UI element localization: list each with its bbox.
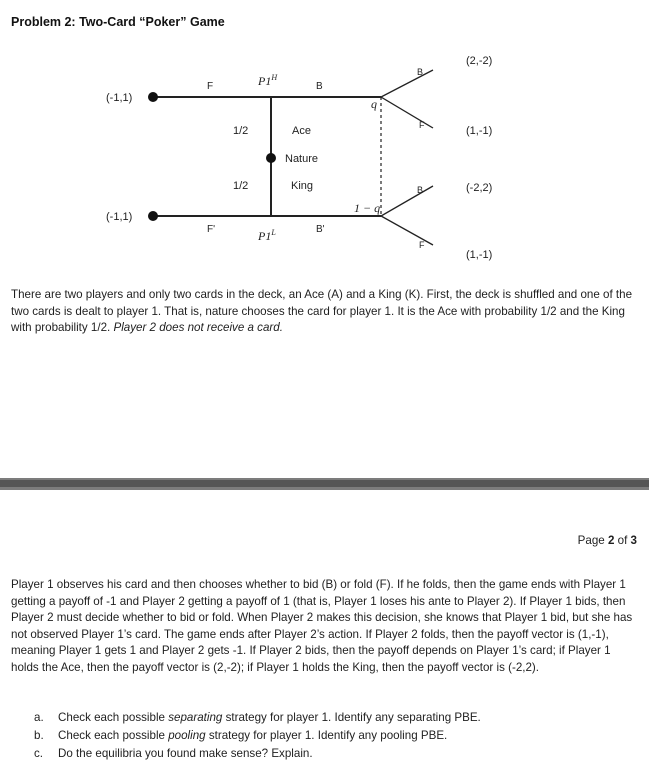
intro-paragraph (11, 287, 639, 337)
payoff-fold-high: (-1,1) (106, 92, 133, 104)
card-king-label: King (291, 180, 314, 192)
intro-text: There are two players and only two cards in the deck, an Ace (A) and a King (K). First, the deck is shuffled and one of the two cards is dealt to player 1. That is, nature chooses the card for player 1. It is the Ace with probability 1/2 and the King with probability 1/2. (11, 288, 633, 335)
payoff-ace-bid: (2,-2) (466, 55, 493, 67)
question-item: b. Check each possible pooling strategy for player 1. Identify any pooling PBE. (34, 727, 481, 745)
p2-bid-ace-line (381, 70, 433, 97)
page-divider-inner (0, 480, 649, 487)
payoff-king-bid: (-2,2) (466, 182, 493, 194)
question-letter: b. (34, 729, 44, 742)
page-divider (0, 478, 649, 490)
action-fold-high: F (207, 81, 214, 92)
nature-label: Nature (285, 153, 319, 165)
payoff-fold-low: (-1,1) (106, 211, 133, 223)
p1-low-label: $P1^L$ (258, 228, 276, 243)
p2-fold-king-line (381, 216, 433, 245)
terminal-node-top (148, 92, 158, 102)
page-number-label: Page 2 of 3 (577, 534, 637, 547)
payoff-ace-fold: (1,-1) (466, 125, 493, 137)
card-ace-label: Ace (292, 125, 311, 137)
action-bid-high: B (316, 81, 323, 92)
p2-bid-king-line (381, 186, 433, 216)
p2-action-bid-king: B (417, 185, 424, 195)
p2-action-fold-king: F (419, 240, 425, 250)
question-item: c. Do the equilibria you found make sense? Explain. (34, 745, 481, 763)
question-letter: c. (34, 747, 44, 760)
question-letter: a. (34, 711, 44, 724)
action-fold-low: F' (207, 224, 216, 235)
prob-ace: 1/2 (233, 125, 249, 137)
problem-title: Problem 2: Two-Card “Poker” Game (11, 15, 225, 29)
game-tree (0, 0, 649, 285)
terminal-node-bottom (148, 211, 158, 221)
question-item: a. Check each possible separating strategy for player 1. Identify any separating PBE. (34, 709, 481, 727)
nature-node (266, 153, 276, 163)
rules-paragraph: Player 1 observes his card and then chooses whether to bid (B) or fold (F). If he folds, then the game ends with Player 1 getting a payoff of -1 and Player 2 getting a payoff of 1 (that is, Player 1 loses his ante to Player 2). If Player 1 bids, then Player 2 must decide whether to bid or fold. When Player 2 makes this decision, she knows that Player 1 bid, but she has not observed Player 1’s card. The game ends after Player 2’s action. If Player 2 folds, then the payoff vector is (1,-1), meaning Player 1 gets 1 and Player 2 gets -1. If Player 2 bids, then the payoff depends on Player 1’s card; if Player 1 holds the Ace, then the payoff vector is (2,-2); if Player 1 holds the King, then the payoff vector is (-2,2). (11, 578, 633, 674)
p1-high-label: $P1^H$ (258, 73, 278, 88)
p2-action-bid-ace: B (417, 67, 424, 77)
question-list (34, 709, 481, 763)
intro-italic-note: Player 2 does not receive a card. (113, 321, 283, 335)
p2-fold-ace-line (381, 97, 433, 128)
belief-q: q (371, 97, 377, 111)
p2-action-fold-ace: F (419, 120, 425, 130)
payoff-king-fold: (1,-1) (466, 249, 493, 261)
prob-king: 1/2 (233, 180, 249, 192)
belief-one-minus-q: 1 − q (354, 201, 381, 215)
action-bid-low: B' (316, 224, 325, 235)
